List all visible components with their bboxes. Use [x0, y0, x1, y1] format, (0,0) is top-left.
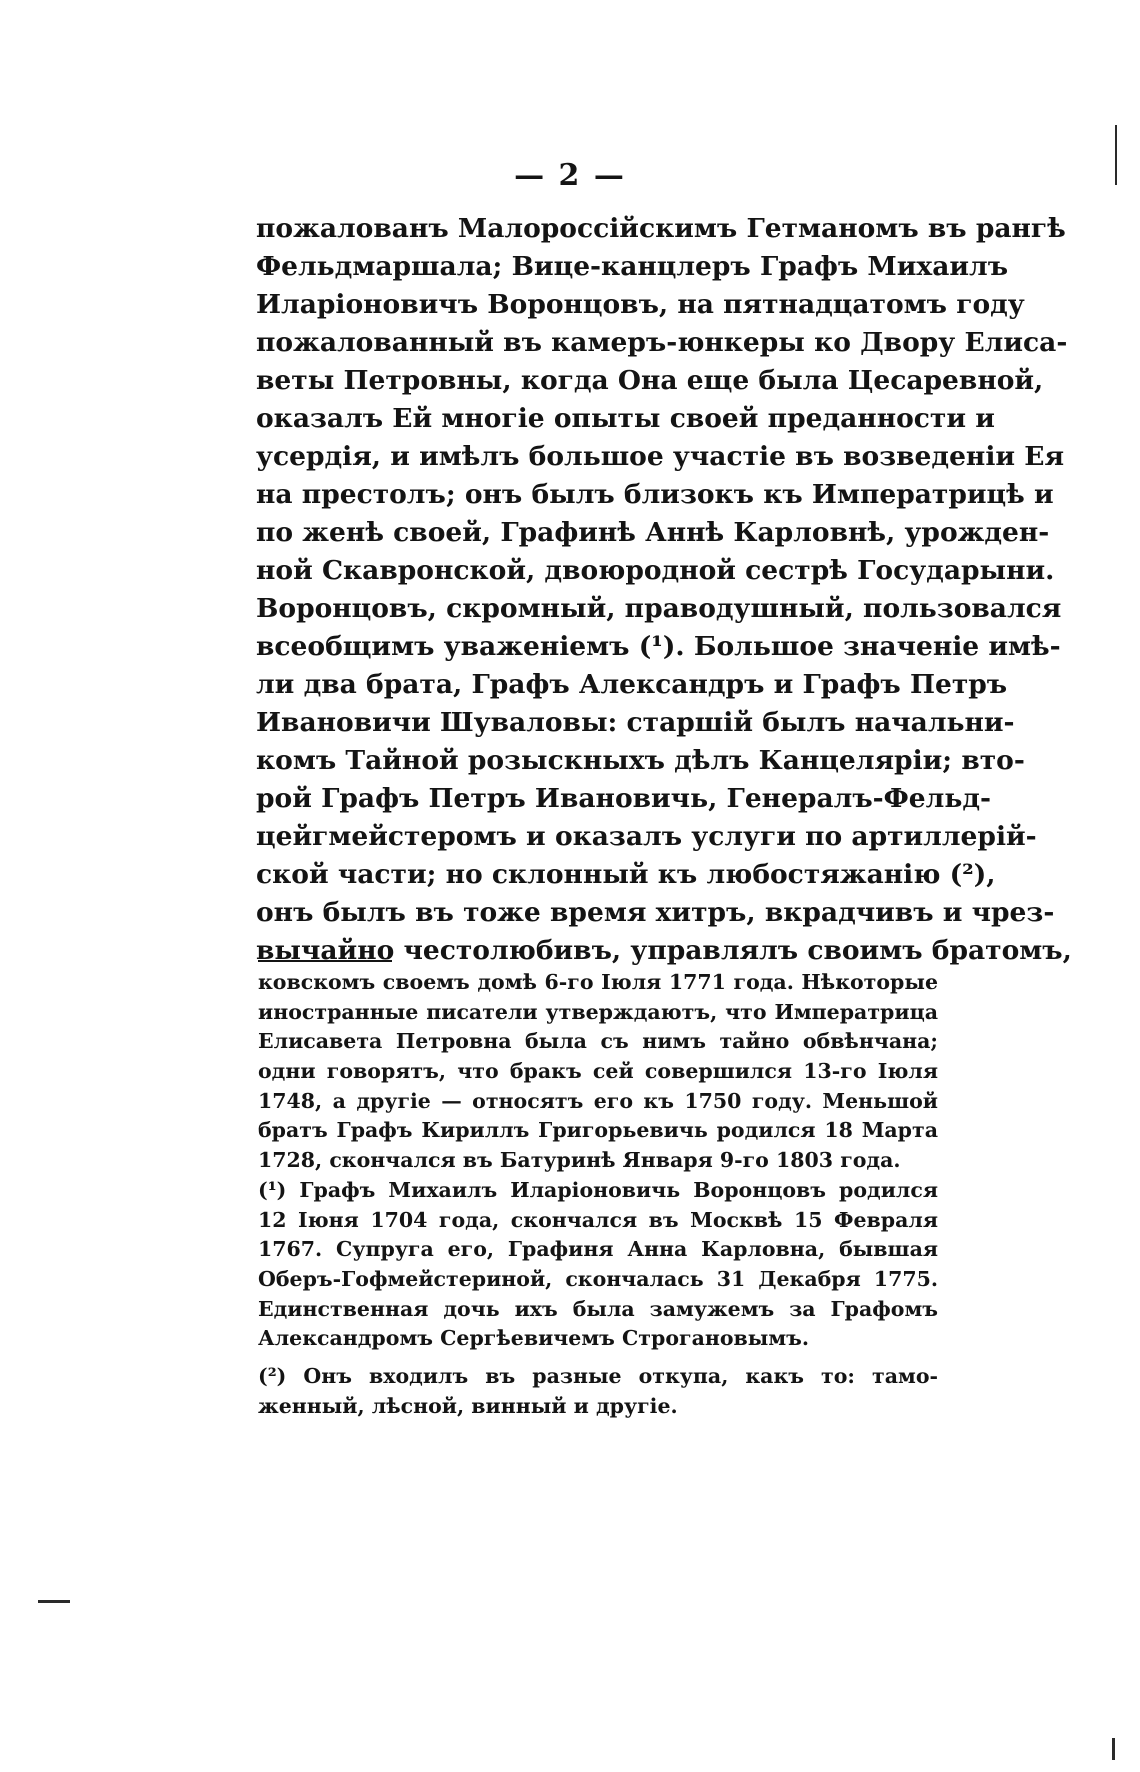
footnote-line: 1767. Супруга его, Графиня Анна Карловна, бывшая — [258, 1237, 938, 1262]
footnote-line: (²) Онъ входилъ въ разные откупа, какъ то: тамо- — [258, 1363, 938, 1388]
text-line: оказалъ Ей многіе опыты своей преданности и — [256, 403, 995, 434]
text-line: рой Графъ Петръ Ивановичь, Генералъ-Фельд- — [256, 783, 991, 814]
text-line: веты Петровны, когда Она еще была Цесаревной, — [256, 365, 1044, 396]
text-line: Ивановичи Шуваловы: старшій былъ начальни- — [256, 707, 1015, 738]
text-line: онъ былъ въ тоже время хитръ, вкрадчивъ и чрез- — [256, 897, 1055, 928]
text-line: ной Скавронской, двоюродной сестрѣ Государыни. — [256, 555, 1055, 586]
footnote-line: Александромъ Сергѣевичемъ Строгановымъ. — [258, 1326, 809, 1351]
page-number: — 2 — — [514, 158, 626, 193]
main-text-block — [256, 210, 1072, 970]
footnote-line: Елисавета Петровна была съ нимъ тайно обвѣнчана; — [258, 1029, 938, 1054]
scan-edge-mark — [1115, 125, 1117, 185]
footnote-line: иностранные писатели утверждаютъ, что Императрица — [258, 999, 938, 1024]
footnote-line: 1728, скончался въ Батуринѣ Января 9-го 1803 года. — [258, 1148, 901, 1173]
text-line: всеобщимъ уваженіемъ (¹). Большое значеніе имѣ- — [256, 631, 1061, 662]
footnote-1 — [258, 1176, 938, 1354]
text-line: вычайно честолюбивъ, управлялъ своимъ братомъ, — [256, 935, 1072, 966]
footnote-line: одни говорятъ, что бракъ сей совершился 13-го Іюля — [258, 1059, 938, 1084]
text-line: цейгмейстеромъ и оказалъ услуги по артиллерій- — [256, 821, 1037, 852]
text-line: пожалованъ Малороссійскимъ Гетманомъ въ рангѣ — [256, 213, 1066, 244]
footnote-line: 12 Іюня 1704 года, скончался въ Москвѣ 15 Февраля — [258, 1207, 938, 1232]
footnote-line: Единственная дочь ихъ была замужемъ за Графомъ — [258, 1296, 938, 1321]
text-line: Воронцовъ, скромный, праводушный, пользовался — [256, 593, 1062, 624]
footnote-line: ковскомъ своемъ домѣ 6-го Іюля 1771 года. Нѣкоторые — [258, 970, 938, 994]
footnote-line: (¹) Графъ Михаилъ Иларіоновичь Воронцовъ родился — [258, 1177, 938, 1202]
scan-edge-mark — [1112, 1738, 1115, 1760]
text-line: Иларіоновичъ Воронцовъ, на пятнадцатомъ году — [256, 289, 1025, 320]
footnote-gap — [258, 1354, 938, 1362]
text-line: комъ Тайной розыскныхъ дѣлъ Канцеляріи; вто- — [256, 745, 1025, 776]
footnote-line: 1748, а другіе — относятъ его къ 1750 году. Меньшой — [258, 1088, 938, 1113]
footnotes-block — [258, 968, 938, 1421]
text-line: ской части; но склонный къ любостяжанію (²), — [256, 859, 996, 890]
footnote-line: Оберъ-Гофмейстериной, скончалась 31 Декабря 1775. — [258, 1266, 938, 1291]
footnote-continuation — [258, 968, 938, 1176]
text-line: усердія, и имѣлъ большое участіе въ возведеніи Ея — [256, 441, 1065, 472]
text-line: по женѣ своей, Графинѣ Аннѣ Карловнѣ, урожден- — [256, 517, 1050, 548]
footnote-separator — [258, 960, 392, 962]
footnote-line: братъ Графъ Кириллъ Григорьевичь родился 18 Марта — [258, 1118, 938, 1143]
scan-edge-mark — [38, 1600, 70, 1603]
text-line: пожалованный въ камеръ-юнкеры ко Двору Елиса- — [256, 327, 1068, 358]
text-line: Фельдмаршала; Вице-канцлеръ Графъ Михаилъ — [256, 251, 1009, 282]
text-line: на престолъ; онъ былъ близокъ къ Императрицѣ и — [256, 479, 1054, 510]
text-line: ли два брата, Графъ Александръ и Графъ Петръ — [256, 669, 1008, 700]
footnote-line: женный, лѣсной, винный и другіе. — [258, 1393, 678, 1418]
footnote-2 — [258, 1362, 938, 1421]
